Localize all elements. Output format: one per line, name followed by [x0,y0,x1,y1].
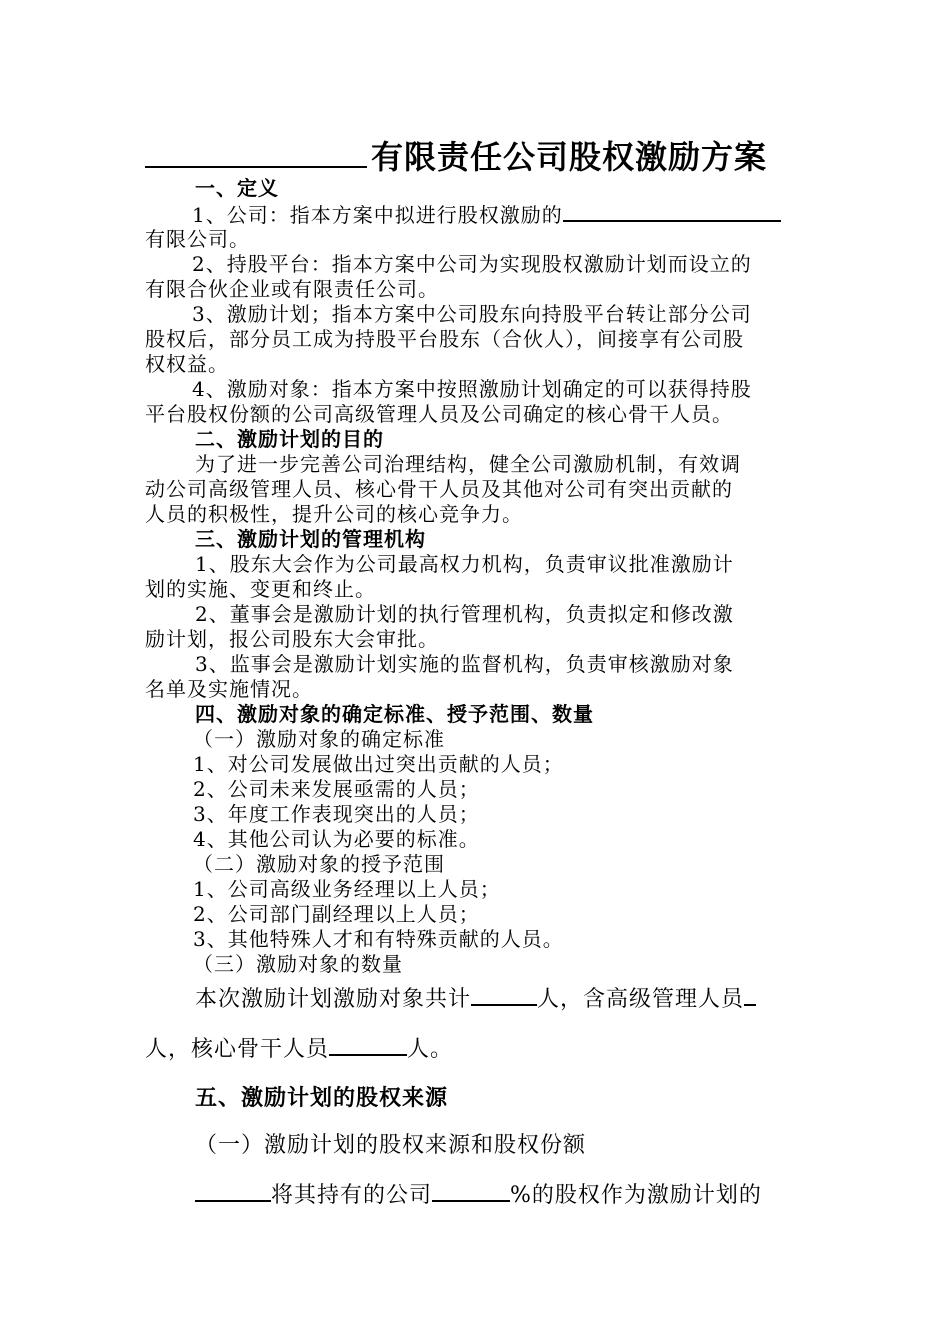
paragraph-line: 名单及实施情况。 [145,677,313,701]
list-item: 2、公司未来发展亟需的人员； [193,777,480,801]
paragraph-line [192,202,857,228]
fill-blank [195,1182,271,1202]
paragraph-line: 股权后，部分员工成为持股平台股东（合伙人），间接享有公司股 [145,327,744,351]
title-text: 有限责任公司股权激励方案 [371,138,768,176]
text-span: 人，核心骨干人员 [145,1037,330,1062]
section-heading-2: 二、激励计划的目的 [195,427,384,451]
paragraph-line: 3、激励计划；指本方案中公司股东向持股平台转让部分公司 [192,302,752,326]
page-title [145,132,815,178]
text-span: 本次激励计划激励对象共计 [195,987,472,1012]
paragraph-line: 划的实施、变更和终止。 [145,577,376,601]
paragraph-line: 动公司高级管理人员、核心骨干人员及其他对公司有突出贡献的 [145,477,733,501]
list-item: 2、公司部门副经理以上人员； [193,902,480,926]
section-heading-1: 一、定义 [195,176,279,200]
paragraph-line: 2、董事会是激励计划的执行管理机构，负责拟定和修改激 [195,602,734,626]
paragraph-line: 励计划，报公司股东大会审批。 [145,627,439,651]
fill-blank [563,202,781,222]
text-span: 1、公司：指本方案中拟进行股权激励的 [192,203,563,227]
subsection-heading: （一）激励对象的确定标准 [193,727,445,751]
subsection-heading: （一）激励计划的股权来源和股权份额 [195,1133,587,1158]
section-heading-5: 五、激励计划的股权来源 [195,1085,449,1111]
text-span: 将其持有的公司 [271,1183,433,1208]
section-heading-4: 四、激励对象的确定标准、授予范围、数量 [195,702,594,726]
list-item: 1、公司高级业务经理以上人员； [193,877,501,901]
paragraph-line [195,986,860,1014]
paragraph-line: 4、激励对象：指本方案中按照激励计划确定的可以获得持股 [192,377,752,401]
text-span: %的股权作为激励计划的 [510,1183,762,1208]
paragraph-line: 2、持股平台：指本方案中公司为实现股权激励计划而设立的 [192,252,752,276]
list-item: 3、其他特殊人才和有特殊贡献的人员。 [193,927,564,951]
subsection-heading: （二）激励对象的授予范围 [193,852,445,876]
paragraph-line [195,1182,860,1210]
paragraph-line: 有限合伙企业或有限责任公司。 [145,277,439,301]
list-item: 4、其他公司认为必要的标准。 [193,827,480,851]
paragraph-line: 有限公司。 [145,227,250,251]
fill-blank [432,1182,510,1202]
title-blank-line [145,136,367,168]
paragraph-line: 1、股东大会作为公司最高权力机构，负责审议批准激励计 [195,552,734,576]
paragraph-line: 人员的积极性，提升公司的核心竞争力。 [145,502,523,526]
fill-blank [471,986,537,1006]
fill-blank [329,1036,407,1056]
text-span: 人，含高级管理人员 [537,987,745,1012]
text-span: 人。 [407,1037,454,1062]
paragraph-line: 为了进一步完善公司治理结构，健全公司激励机制，有效调 [195,452,741,476]
list-item: 1、对公司发展做出过突出贡献的人员； [193,752,564,776]
paragraph-line: 平台股权份额的公司高级管理人员及公司确定的核心骨干人员。 [145,402,733,426]
paragraph-line [145,1036,810,1064]
paragraph-line: 权权益。 [145,352,229,376]
section-heading-3: 三、激励计划的管理机构 [195,527,426,551]
subsection-heading: （三）激励对象的数量 [193,952,403,976]
list-item: 3、年度工作表现突出的人员； [193,802,480,826]
fill-blank [744,986,756,1006]
paragraph-line: 3、监事会是激励计划实施的监督机构，负责审核激励对象 [195,652,734,676]
